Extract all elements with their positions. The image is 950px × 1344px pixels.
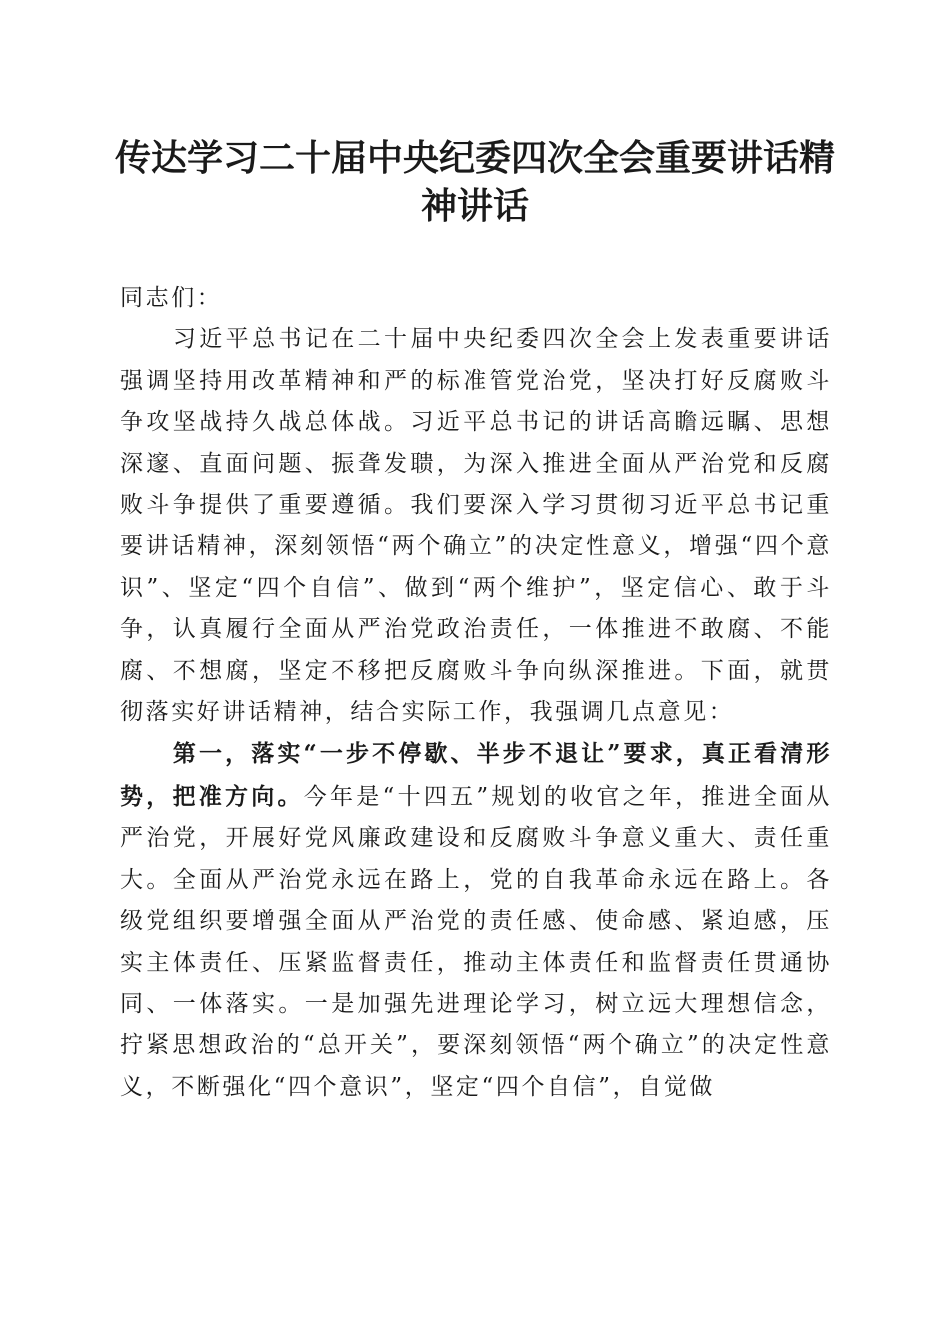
paragraph-point-1 — [120, 733, 832, 1108]
salutation: 同志们： — [120, 285, 223, 311]
paragraph-intro: 习近平总书记在二十届中央纪委四次全会上发表重要讲话强调坚持用改革精神和严的标准管党治党，坚决打好反腐败斗争攻坚战持久战总体战。习近平总书记的讲话高瞻远瞩、思想深邃、直面问题、振聋发聩，为深入推进全面从严治党和反腐败斗争提供了重要遵循。我们要深入学习贯彻习近平总书记重要讲话精神，深刻领悟“两个确立”的决定性意义，增强“四个意识”、坚定“四个自信”、做到“两个维护”，坚定信心、敢于斗争，认真履行全面从严治党政治责任，一体推进不敢腐、不能腐、不想腐，坚定不移把反腐败斗争向纵深推进。下面，就贯彻落实好讲话精神，结合实际工作，我强调几点意见： — [120, 326, 832, 726]
document-title: 传达学习二十届中央纪委四次全会重要讲话精神讲话 — [114, 137, 835, 227]
point-1-heading: 第一，落实“一步不停歇、半步不退让”要求，真正看清形势，把准方向。 — [120, 740, 832, 810]
point-1-body: 今年是“十四五”规划的收官之年，推进全面从严治党，开展好党风廉政建设和反腐败斗争意义重大、责任重大。全面从严治党永远在路上，党的自我革命永远在路上。各级党组织要增强全面从严治党的责任感、使命感、紧迫感，压实主体责任、压紧监督责任，推动主体责任和监督责任贯通协同、一体落实。一是加强先进理论学习，树立远大理想信念，拧紧思想政治的“总开关”，要深刻领悟“两个确立”的决定性意义，不断强化“四个意识”，坚定“四个自信”，自觉做 — [120, 783, 833, 1100]
document-body — [120, 278, 832, 1108]
